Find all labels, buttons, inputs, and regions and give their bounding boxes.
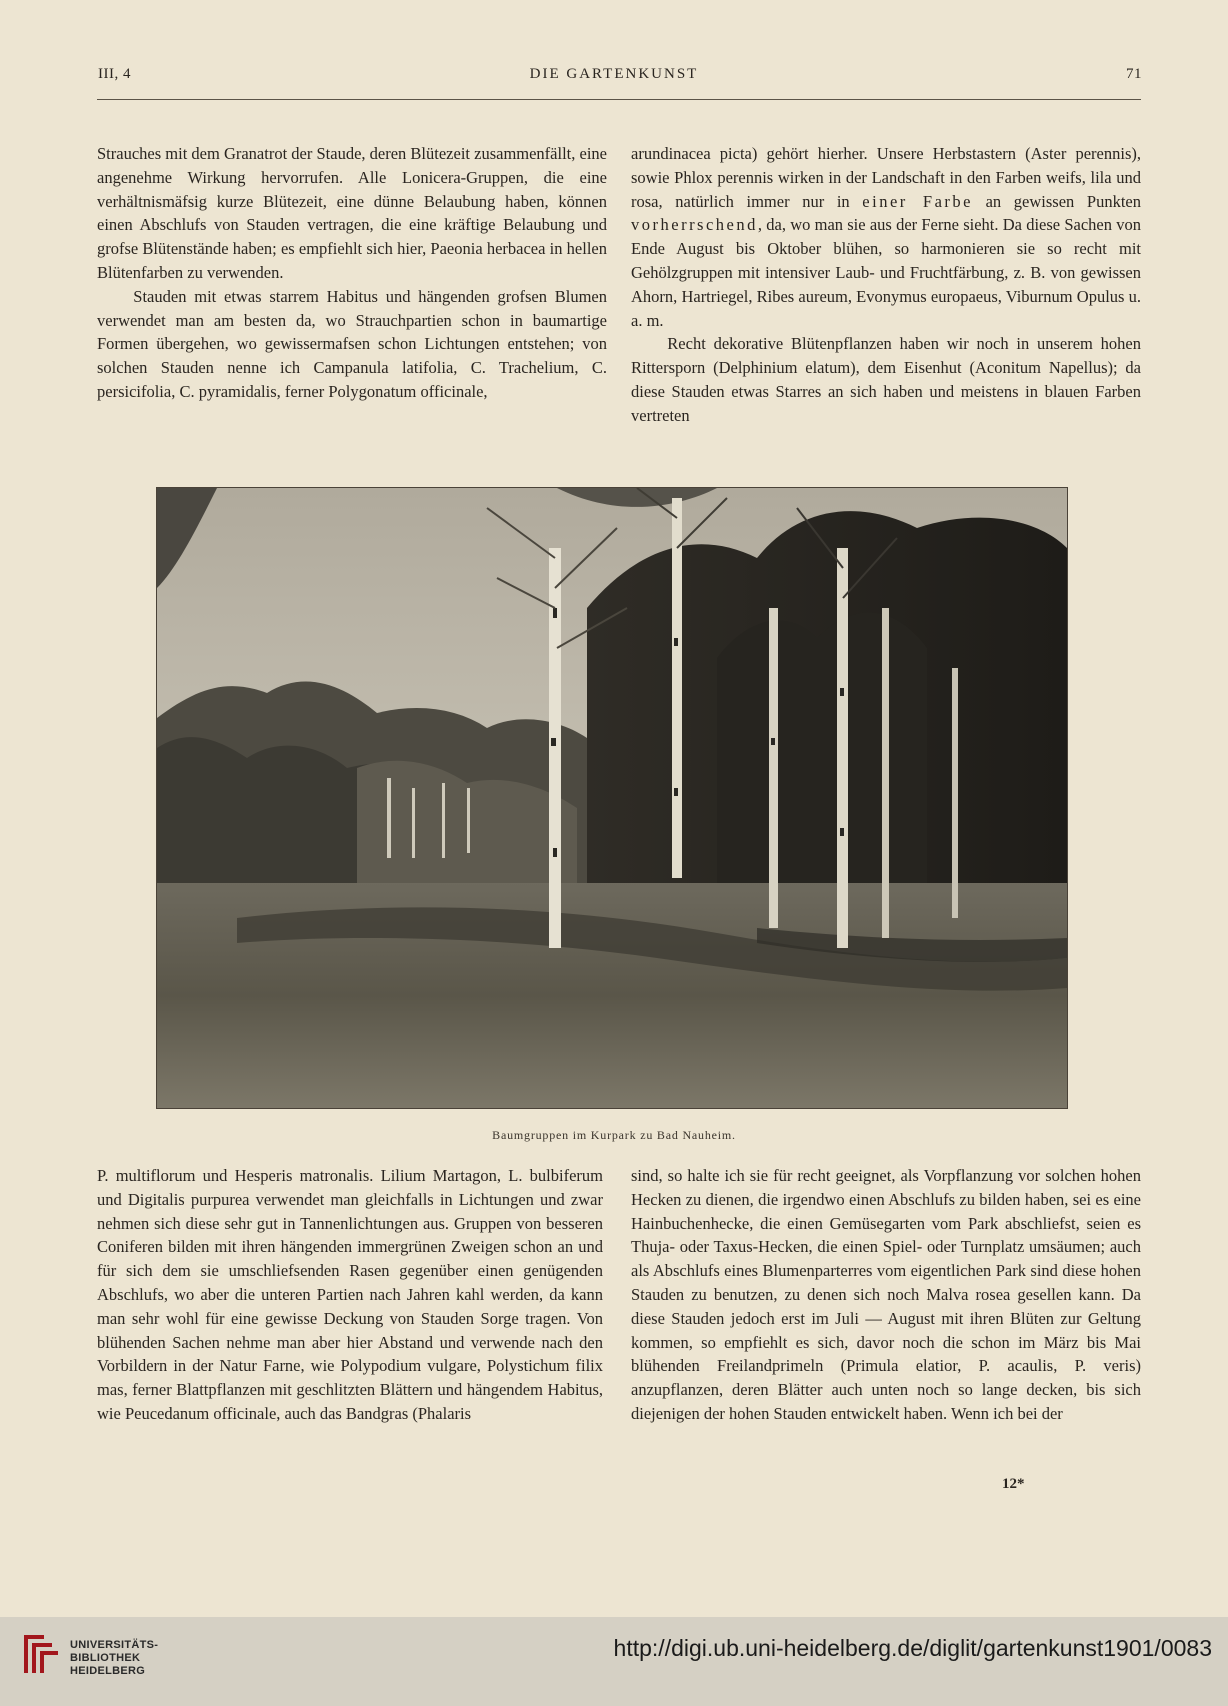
paragraph: Strauches mit dem Granatrot der Staude, deren Blütezeit zusammenfällt, eine angenehme Wirkung hervorrufen. Alle Lonicera-Gruppen, die eine verhältnismäfsig kurze Blütezeit, eine dünne Belaubung haben, können einen Abschlufs von Stauden vertragen, die eine kräftige Belaubung und grofse Blütenstände haben; es empfiehlt sich hier, Paeonia herbacea in hellen Blütenfarben zu verwenden. <box>97 144 607 282</box>
library-name <box>70 1639 158 1678</box>
birch-grove-image <box>157 488 1067 1108</box>
landscape-photograph <box>156 487 1068 1109</box>
spaced-emphasis: vorherrschend <box>631 215 758 235</box>
photo-caption: Baumgruppen im Kurpark zu Bad Nauheim. <box>492 1128 736 1142</box>
paragraph: Recht dekorative Blütenpflanzen haben wir noch in unserem hohen Rittersporn (Delphinium elatum), dem Eisenhut (Aconitum Napellus); da diese Stauden etwas Starres an sich haben und meistens in blauen Farben vertreten <box>631 334 1141 425</box>
paragraph: Stauden mit etwas starrem Habitus und hängenden grofsen Blumen verwendet man am besten da, wo Strauchpartien schon in baumartige Formen übergehen, wo gewissermafsen schon Lichtungen entstehen; von solchen Stauden nenne ich Campanula latifolia, C. Trachelium, C. persicifolia, C. pyramidalis, ferner Polygonatum officinale, <box>97 286 607 401</box>
journal-title: DIE GARTENKUNST <box>529 66 699 82</box>
text-run: arundinacea picta) gehört hierher. Unsere Herbstastern (Aster perennis), sowie Phlox perennis wirken in der Landschaft in den Farben weifs, lila und rosa, natürlich immer nur in <box>631 144 1141 211</box>
library-name-line: UNIVERSITÄTS- <box>70 1639 159 1651</box>
page-number: 71 <box>1126 66 1142 82</box>
source-url: http://digi.ub.uni-heidelberg.de/diglit/gartenkunst1901/0083 <box>613 1635 1212 1661</box>
column-top-left <box>97 142 607 404</box>
spaced-emphasis: einer Farbe <box>862 191 973 211</box>
header-rule <box>97 99 1141 100</box>
library-logo-icon <box>14 1629 64 1679</box>
text-run: , da, wo man sie aus der Ferne sieht. Da diese Sachen von Ende August bis Oktober blühen, so harmonieren sie so recht mit Gehölzgruppen mit intensiver Laub- und Fruchtfärbung, z. B. von gewissen Ahorn, Hartriegel, Ribes aureum, Evonymus europaeus, Viburnum Opulus u. a. m. <box>631 215 1141 330</box>
footer-bar <box>0 1617 1228 1706</box>
text-run: an gewissen Punkten <box>985 191 1141 211</box>
library-name-line: BIBLIOTHEK <box>70 1652 141 1664</box>
paragraph: P. multiflorum und Hesperis matronalis. Lilium Martagon, L. bulbiferum und Digitalis purpurea verwendet man gleichfalls in Lichtungen und zwar nehmen sich diese sehr gut in Tannenlichtungen aus. Gruppen von besseren Coniferen bilden mit ihren hängenden immergrünen Zweigen schon an und für sich dem sie umschliefsenden Rasen gegenüber einen genügenden Abschlufs, wo aber die unteren Partien nach Jahren kahl werden, da kann man sehr wohl für eine gewisse Deckung von Stauden Sorge tragen. Von blühenden Sachen nehme man aber hier Abstand und verwende nach den Vorbildern in der Natur Farne, wie Polypodium vulgare, Polystichum filix mas, ferner Blattpflanzen mit geschlitzten Blättern und hängendem Habitus, wie Peucedanum officinale, auch das Bandgras (Phalaris <box>97 1166 603 1423</box>
column-top-right <box>631 142 1141 428</box>
column-bottom-left <box>97 1164 603 1426</box>
column-bottom-right <box>631 1164 1141 1426</box>
library-name-line: HEIDELBERG <box>70 1665 146 1677</box>
paragraph: sind, so halte ich sie für recht geeignet, als Vorpflanzung vor solchen hohen Hecken zu dienen, die irgendwo einen Abschlufs zu bilden haben, sei es eine Hainbuchenhecke, die einen Gemüsegarten vom Park abschliefst, seien es Thuja- oder Taxus-Hecken, die einen Spiel- oder Turnplatz umsäumen; auch als Abschlufs eines Blumenparterres vom eigentlichen Park sind diese hohen Stauden zu benutzen, zu denen sich noch Malva rosea gesellen kann. Da diese Stauden jedoch erst im Juli — August mit ihren Blüten zur Geltung kommen, so empfiehlt es sich, davor noch die schon im März bis Mai blühenden Freilandprimeln (Primula elatior, P. acaulis, P. veris) anzupflanzen, deren Blätter auch unten noch so lange decken, bis sich diejenigen der hohen Stauden entwickelt haben. Wenn ich bei der <box>631 1166 1141 1423</box>
signature-mark: 12* <box>1002 1476 1025 1492</box>
paragraph <box>631 142 1141 332</box>
volume-issue: III, 4 <box>98 66 131 82</box>
